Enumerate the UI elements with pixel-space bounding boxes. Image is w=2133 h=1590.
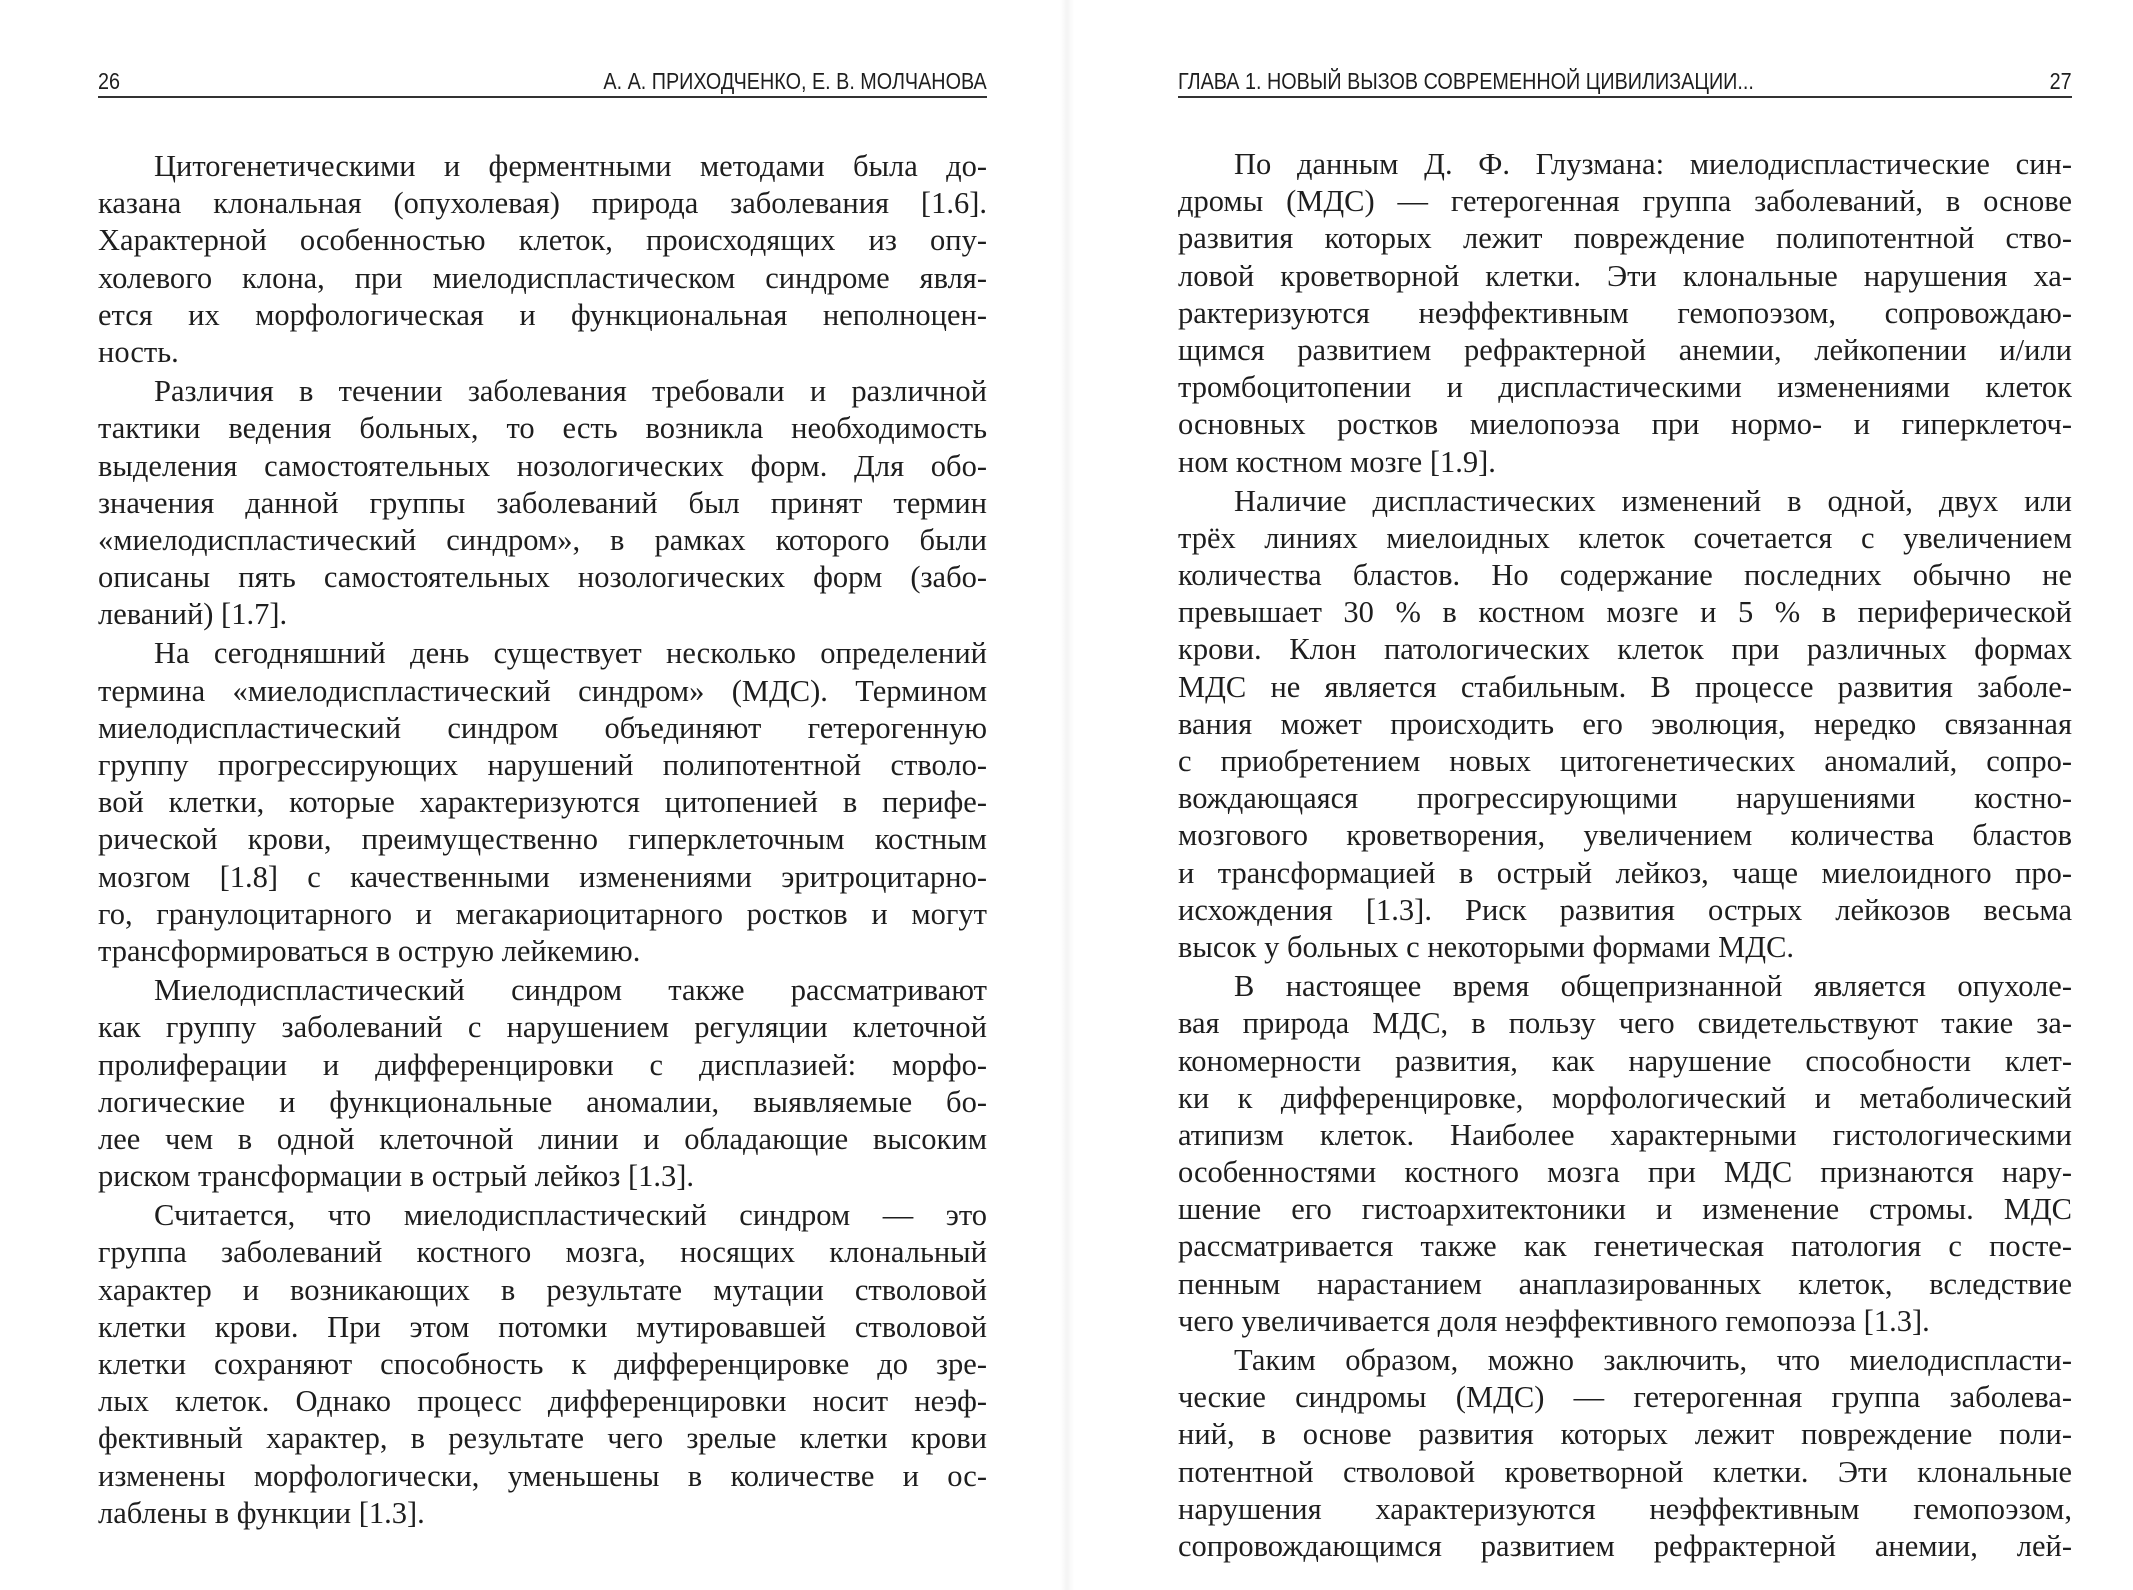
paragraph bbox=[1178, 483, 2072, 966]
text-line: клетки сохраняют способность к дифференцировке до зре- bbox=[98, 1347, 987, 1381]
text-line: шение его гистоархитектоники и изменение стромы. МДС bbox=[1178, 1192, 2072, 1227]
text-line: термина «миелодиспластический синдром» (МДС). Термином bbox=[98, 673, 987, 708]
text-line: потентной стволовой кроветворной клетки. Эти клональные bbox=[1178, 1454, 2072, 1489]
running-head: А. А. ПРИХОДЧЕНКО, Е. В. МОЛЧАНОВА bbox=[603, 68, 987, 94]
right-page bbox=[1066, 0, 2133, 1590]
page-number: 27 bbox=[2049, 68, 2072, 94]
text-line: значения данной группы заболеваний был принят термин bbox=[98, 485, 987, 520]
text-line: клетки крови. При этом потомки мутировавшей стволовой bbox=[98, 1309, 987, 1344]
left-page bbox=[0, 0, 1066, 1590]
text-line: высок у больных с некоторыми формами МДС. bbox=[1178, 929, 1795, 964]
text-line: пенным нарастанием анаплазированных клеток, вследствие bbox=[1178, 1266, 2072, 1301]
text-line: вождающаяся прогрессирующими нарушениями костно- bbox=[1178, 781, 2072, 816]
text-line: исхождения [1.3]. Риск развития острых лейкозов весьма bbox=[1178, 892, 2072, 927]
text-line: «миелодиспластический синдром», в рамках которого были bbox=[98, 522, 987, 557]
text-line: трёх линиях миелоидных клеток сочетается с увеличением bbox=[1178, 520, 2072, 555]
text-line: ном костном мозге [1.9]. bbox=[1178, 444, 1496, 479]
running-head: ГЛАВА 1. НОВЫЙ ВЫЗОВ СОВРЕМЕННОЙ ЦИВИЛИЗАЦИИ... bbox=[1178, 68, 1754, 94]
text-line: нарушения характеризуются неэффективным гемопоэзом, bbox=[1178, 1491, 2072, 1526]
text-line: развития которых лежит повреждение полипотентной ство- bbox=[1178, 221, 2072, 256]
text-line: чего увеличивается доля неэффективного гемопоэза [1.3]. bbox=[1178, 1303, 1930, 1338]
text-line: Различия в течении заболевания требовали и различной bbox=[154, 374, 987, 409]
text-line: Таким образом, можно заключить, что миелодиспласти- bbox=[1234, 1343, 2072, 1377]
text-line: количества бластов. Но содержание последних обычно не bbox=[1178, 558, 2072, 593]
text-line: казана клональная (опухолевая) природа заболевания [1.6]. bbox=[98, 186, 987, 221]
paragraph bbox=[1178, 1342, 2072, 1565]
text-line: леваний) [1.7]. bbox=[98, 597, 288, 632]
text-line: пролиферации и дифференцировки с дисплазией: морфо- bbox=[98, 1047, 987, 1082]
text-line: вой клетки, которые характеризуются цитопенией в перифе- bbox=[98, 785, 987, 820]
text-line: миелодиспластический синдром объединяют гетерогенную bbox=[98, 710, 987, 745]
text-line: описаны пять самостоятельных нозологических форм (забо- bbox=[98, 560, 987, 595]
text-line: рактеризуются неэффективным гемопоэзом, сопровождаю- bbox=[1178, 295, 2072, 330]
text-line: лых клеток. Однако процесс дифференцировки носит неэф- bbox=[98, 1384, 987, 1419]
text-line: кономерности развития, как нарушение способности клет- bbox=[1178, 1043, 2072, 1078]
text-line: тактики ведения больных, то есть возникла необходимость bbox=[98, 411, 987, 446]
paragraph bbox=[98, 373, 987, 633]
paragraph bbox=[98, 148, 987, 371]
body-text bbox=[98, 148, 987, 1532]
text-line: дромы (МДС) — гетерогенная группа заболеваний, в основе bbox=[1178, 184, 2072, 219]
text-line: На сегодняшний день существует несколько определений bbox=[154, 636, 987, 671]
text-line: холевого клона, при миелодиспластическом синдроме явля- bbox=[98, 260, 987, 295]
text-line: ний, в основе развития которых лежит повреждение поли- bbox=[1178, 1417, 2072, 1452]
paragraph bbox=[98, 1197, 987, 1532]
text-line: ловой кроветворной клетки. Эти клональные нарушения ха- bbox=[1178, 258, 2072, 293]
text-line: сопровождающимся развитием рефрактерной анемии, лей- bbox=[1178, 1528, 2072, 1563]
text-line: Миелодиспластический синдром также рассматривают bbox=[154, 973, 987, 1008]
text-line: риском трансформации в острый лейкоз [1.3]. bbox=[98, 1159, 695, 1194]
text-line: трансформироваться в острую лейкемию. bbox=[98, 933, 641, 968]
text-line: рической крови, преимущественно гиперклеточным костным bbox=[98, 822, 987, 857]
text-line: лее чем в одной клеточной линии и обладающие высоким bbox=[98, 1121, 987, 1156]
text-line: основных ростков миелопоэза при нормо- и гиперклеточ- bbox=[1178, 407, 2072, 442]
text-line: го, гранулоцитарного и мегакариоцитарного ростков и могут bbox=[98, 896, 987, 931]
text-line: выделения самостоятельных нозологических форм. Для обо- bbox=[98, 448, 987, 483]
text-line: как группу заболеваний с нарушением регуляции клеточной bbox=[98, 1010, 987, 1045]
text-line: логические и функциональные аномалии, выявляемые бо- bbox=[98, 1084, 987, 1119]
text-line: крови. Клон патологических клеток при различных формах bbox=[1178, 632, 2072, 667]
text-line: характер и возникающих в результате мутации стволовой bbox=[98, 1272, 987, 1307]
running-header bbox=[1178, 66, 2072, 98]
text-line: ность. bbox=[98, 334, 179, 369]
text-line: рассматривается также как генетическая патология с посте- bbox=[1178, 1229, 2072, 1264]
text-line: В настоящее время общепризнанной является опухоле- bbox=[1234, 969, 2072, 1004]
paragraph bbox=[1178, 146, 2072, 481]
text-line: Цитогенетическими и ферментными методами была до- bbox=[154, 149, 987, 183]
text-line: с приобретением новых цитогенетических аномалий, сопро- bbox=[1178, 744, 2072, 778]
running-header bbox=[98, 66, 987, 98]
text-line: превышает 30 % в костном мозге и 5 % в периферической bbox=[1178, 595, 2072, 630]
text-line: и трансформацией в острый лейкоз, чаще миелоидного про- bbox=[1178, 855, 2072, 890]
text-line: По данным Д. Ф. Глузмана: миелодиспластические син- bbox=[1234, 147, 2072, 181]
body-text bbox=[1178, 146, 2072, 1565]
paragraph bbox=[98, 972, 987, 1195]
text-line: щимся развитием рефрактерной анемии, лейкопении и/или bbox=[1178, 332, 2072, 367]
text-line: Наличие диспластических изменений в одной, двух или bbox=[1234, 483, 2072, 518]
paragraph bbox=[98, 635, 987, 970]
text-line: ческие синдромы (МДС) — гетерогенная группа заболева- bbox=[1178, 1380, 2072, 1415]
text-line: фективный характер, в результате чего зрелые клетки крови bbox=[98, 1421, 987, 1456]
text-line: лаблены в функции [1.3]. bbox=[98, 1495, 425, 1530]
text-line: ется их морфологическая и функциональная неполноцен- bbox=[98, 297, 987, 332]
text-line: вания может происходить его эволюция, нередко связанная bbox=[1178, 706, 2072, 741]
text-line: Характерной особенностью клеток, происходящих из опу- bbox=[98, 223, 987, 258]
text-line: группа заболеваний костного мозга, носящих клональный bbox=[98, 1235, 987, 1270]
text-line: мозгового кроветворения, увеличением количества бластов bbox=[1178, 818, 2072, 853]
text-line: ки к дифференцировке, морфологический и метаболический bbox=[1178, 1080, 2072, 1115]
text-line: особенностями костного мозга при МДС признаются нару- bbox=[1178, 1155, 2072, 1190]
text-line: изменены морфологически, уменьшены в количестве и ос- bbox=[98, 1458, 987, 1493]
text-line: группу прогрессирующих нарушений полипотентной стволо- bbox=[98, 748, 987, 782]
text-line: мозгом [1.8] с качественными изменениями эритроцитарно- bbox=[98, 859, 987, 894]
text-line: тромбоцитопении и диспластическими изменениями клеток bbox=[1178, 370, 2072, 405]
page-number: 26 bbox=[98, 68, 121, 94]
text-line: Считается, что миелодиспластический синдром — это bbox=[154, 1198, 987, 1233]
text-line: вая природа МДС, в пользу чего свидетельствуют такие за- bbox=[1178, 1006, 2072, 1041]
text-line: МДС не является стабильным. В процессе развития заболе- bbox=[1178, 669, 2072, 704]
paragraph bbox=[1178, 968, 2072, 1340]
text-line: атипизм клеток. Наиболее характерными гистологическими bbox=[1178, 1117, 2072, 1152]
